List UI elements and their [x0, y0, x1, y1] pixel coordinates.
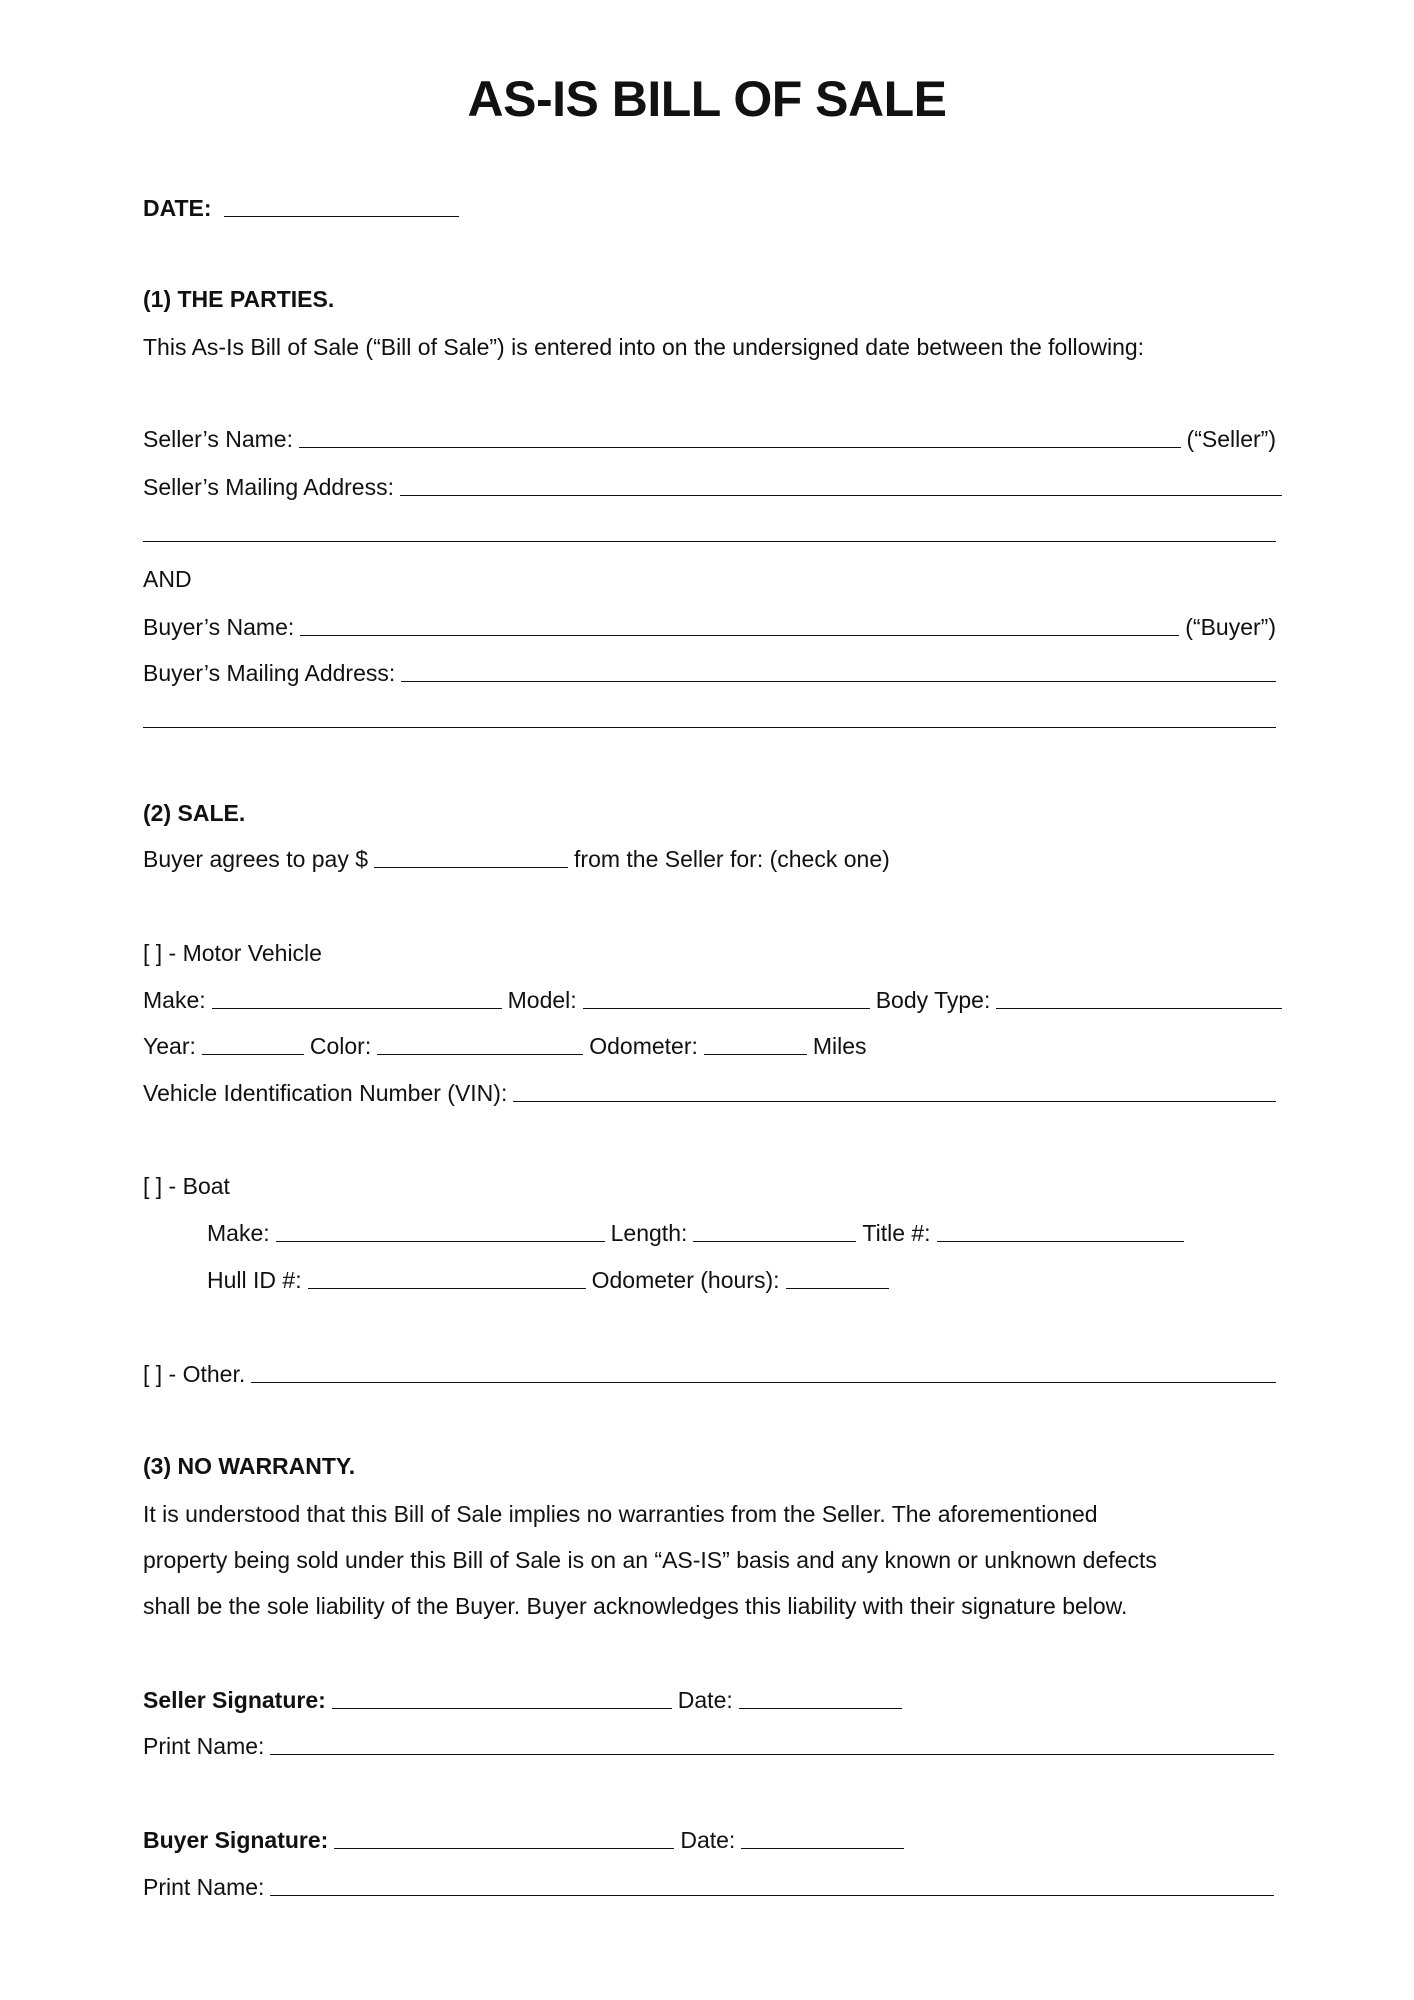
label: Hull ID #: — [207, 1267, 302, 1293]
other-row — [143, 1356, 1276, 1388]
buyer-address-row-2 — [143, 701, 1276, 733]
price-row — [143, 841, 1276, 873]
and-label: AND — [143, 566, 192, 592]
label: Make: — [143, 987, 206, 1013]
seller-address-field[interactable] — [400, 494, 1282, 496]
label: Buyer agrees to pay $ — [143, 846, 369, 872]
buyer-name-row — [143, 609, 1276, 641]
label: Buyer Signature: — [143, 1827, 329, 1853]
year-field[interactable] — [202, 1053, 304, 1055]
label: Make: — [207, 1220, 270, 1246]
buyer-date-field[interactable] — [741, 1847, 904, 1849]
document-title: AS-IS BILL OF SALE — [467, 71, 947, 127]
label: Seller Signature: — [143, 1687, 326, 1713]
price-field[interactable] — [374, 866, 568, 868]
parties-intro: This As-Is Bill of Sale (“Bill of Sale”) is entered into on the undersigned date between the following: — [143, 334, 1145, 360]
vehicle-row-1 — [143, 982, 1276, 1014]
label: Buyer’s Name: — [143, 614, 295, 640]
label: Miles — [812, 1033, 867, 1059]
label: (“Buyer”) — [1185, 614, 1276, 640]
warranty-text-line: property being sold under this Bill of Sale is on an “AS-IS” basis and any known or unknown defects — [143, 1547, 1157, 1573]
buyer-print-name-field[interactable] — [270, 1894, 1274, 1896]
label: Date: — [680, 1827, 736, 1853]
seller-name-row — [143, 421, 1276, 453]
buyer-address-field-2[interactable] — [143, 726, 1276, 728]
vin-field[interactable] — [513, 1100, 1276, 1102]
odometer-field[interactable] — [704, 1053, 807, 1055]
seller-signature-row — [143, 1682, 1276, 1714]
section-heading: (2) SALE. — [143, 800, 246, 826]
make-field[interactable] — [212, 1007, 502, 1009]
label: Body Type: — [875, 987, 991, 1013]
buyer-signature-row — [143, 1822, 1276, 1854]
seller-address-row-2 — [143, 515, 1276, 547]
label: Seller’s Mailing Address: — [143, 474, 394, 500]
label: Print Name: — [143, 1874, 265, 1900]
label: Vehicle Identification Number (VIN): — [143, 1080, 508, 1106]
boat-checkbox[interactable]: [ ] - Boat — [143, 1173, 230, 1199]
label: Odometer: — [589, 1033, 698, 1059]
odometer-hours-field[interactable] — [786, 1287, 889, 1289]
seller-print-row — [143, 1728, 1276, 1760]
label: Buyer’s Mailing Address: — [143, 660, 396, 686]
buyer-name-field[interactable] — [300, 634, 1179, 636]
section-heading: (1) THE PARTIES. — [143, 286, 335, 312]
seller-name-field[interactable] — [299, 446, 1181, 448]
label: Year: — [143, 1033, 196, 1059]
other-checkbox[interactable]: [ ] - Other. — [143, 1361, 246, 1387]
date-field[interactable] — [224, 215, 459, 217]
label: Title #: — [862, 1220, 931, 1246]
seller-address-field-2[interactable] — [143, 540, 1276, 542]
warranty-text-line: shall be the sole liability of the Buyer. Buyer acknowledges this liability with their signature below. — [143, 1593, 1128, 1619]
warranty-text-line: It is understood that this Bill of Sale implies no warranties from the Seller. The aforementioned — [143, 1501, 1098, 1527]
seller-print-name-field[interactable] — [270, 1753, 1274, 1755]
buyer-signature-field[interactable] — [334, 1847, 674, 1849]
boat-row-2 — [207, 1262, 1276, 1294]
buyer-print-row — [143, 1869, 1276, 1901]
label: from the Seller for: (check one) — [574, 846, 890, 872]
length-field[interactable] — [693, 1240, 856, 1242]
color-field[interactable] — [377, 1053, 583, 1055]
seller-signature-field[interactable] — [332, 1707, 672, 1709]
label: (“Seller”) — [1186, 426, 1276, 452]
body-type-field[interactable] — [996, 1007, 1282, 1009]
label: Date: — [677, 1687, 733, 1713]
buyer-address-field[interactable] — [401, 680, 1276, 682]
boat-row-1 — [207, 1215, 1276, 1247]
hull-id-field[interactable] — [308, 1287, 586, 1289]
vehicle-row-2 — [143, 1028, 1276, 1060]
date-row — [143, 190, 1276, 222]
seller-date-field[interactable] — [739, 1707, 902, 1709]
label: Print Name: — [143, 1733, 265, 1759]
label: Color: — [309, 1033, 372, 1059]
other-field[interactable] — [251, 1381, 1276, 1383]
label: Model: — [507, 987, 577, 1013]
model-field[interactable] — [583, 1007, 870, 1009]
title-number-field[interactable] — [937, 1240, 1184, 1242]
label: Length: — [610, 1220, 688, 1246]
seller-address-row — [143, 469, 1276, 501]
section-heading: (3) NO WARRANTY. — [143, 1453, 356, 1479]
buyer-address-row — [143, 655, 1276, 687]
date-label: DATE: — [143, 195, 212, 221]
boat-make-field[interactable] — [276, 1240, 605, 1242]
label: Odometer (hours): — [591, 1267, 780, 1293]
label: Seller’s Name: — [143, 426, 293, 452]
vin-row — [143, 1075, 1276, 1107]
motor-vehicle-checkbox[interactable]: [ ] - Motor Vehicle — [143, 940, 322, 966]
